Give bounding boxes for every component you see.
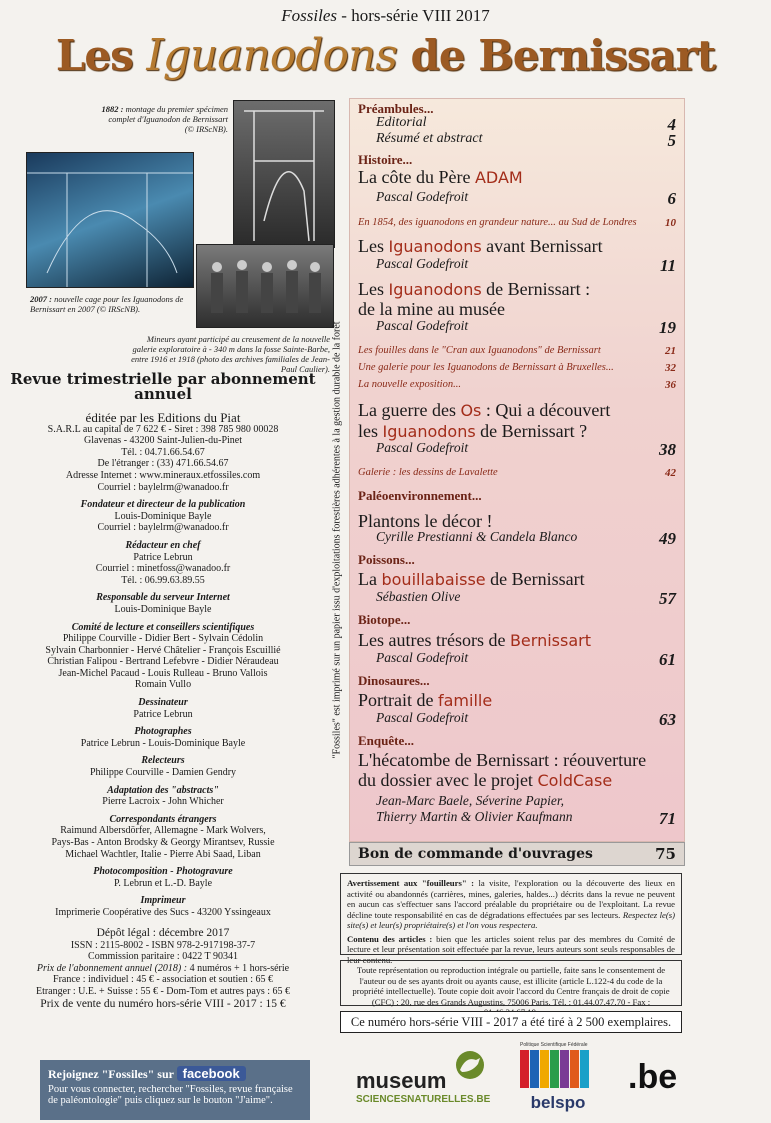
email[interactable]: Courriel : baylelrm@wanadoo.fr — [97, 481, 229, 493]
toc-category[interactable] — [358, 673, 676, 689]
toc-title[interactable] — [358, 167, 676, 188]
page-title — [0, 30, 771, 81]
toc-category[interactable] — [358, 612, 676, 628]
caption-1882: 1882 : montage du premier spécimen complet d'Iguanodon de Bernissart (© IRScNB). — [101, 104, 228, 134]
illustrator-name: Patrice Lebrun — [133, 708, 193, 720]
toc-title-label: Editorial — [376, 115, 427, 130]
warning-box — [340, 873, 682, 965]
toc-title-end: de Bernissart : — [481, 279, 591, 299]
photo-1882-mount — [233, 100, 335, 248]
order-page: 75 — [655, 845, 676, 863]
price-france: France : individuel : 45 € - association et soutien : 65 € — [53, 974, 273, 986]
committee-line: Philippe Courville - Didier Bert - Sylvain Cédolin — [62, 633, 264, 645]
toc-category-label: Paléoenvironnement... — [358, 488, 482, 503]
toc-title-label: Portrait de — [358, 690, 438, 710]
toc-author-label: Pascal Godefroit — [376, 189, 469, 204]
toc-sub-entry[interactable] — [358, 467, 676, 478]
founder-email[interactable]: Courriel : baylelrm@wanadoo.fr — [97, 522, 229, 534]
correspondent-line: Pays-Bas - Anton Brodsky & Georgy Mirantsev, Russie — [51, 837, 275, 848]
toc-author[interactable] — [358, 256, 676, 275]
facebook-text: Pour vous connecter, rechercher "Fossiles, revue française de paléontologie" puis cliquez sur le bouton "J'aime". — [48, 1084, 293, 1106]
toc-title-label: Les — [358, 279, 389, 299]
toc-title[interactable] — [358, 236, 676, 257]
toc-title-label: les — [358, 421, 383, 441]
toc-sub-entry[interactable] — [358, 362, 676, 373]
toc-title-label: La guerre des — [358, 400, 461, 420]
toc-page-number: 49 — [659, 529, 676, 548]
title-part-1: Les — [55, 31, 133, 80]
be-logo[interactable]: .be — [628, 1058, 678, 1096]
toc-author[interactable] — [358, 710, 676, 729]
order-form-entry[interactable] — [349, 842, 685, 866]
belspo-logo[interactable] — [520, 1042, 596, 1114]
rights-box: Toute représentation ou reproduction intégrale ou partielle, faite sans le consentement de l'auteur ou de ses ayants droit ou ayants cause, est illicite (article L.122-4 du code de la propriété intellectuelle). Toute copie doit avoir l'accord du Centre français de droit de copie (CFC) : 20, rue des Grands Augustins, 75006 Paris. Tél. : 01.44.07.47.70 - Fax : — [340, 960, 682, 1006]
role-founder: Fondateur et directeur de la publication — [80, 499, 246, 511]
journal-heading: Revue trimestrielle par abonnement annuel — [10, 370, 316, 403]
subscription-price: Prix de l'abonnement annuel (2018) : 4 numéros + 1 hors-série — [36, 962, 290, 974]
toc-title[interactable] — [358, 279, 676, 300]
toc-title-highlight: Bernissart — [509, 631, 591, 650]
founder-name: Louis-Dominique Bayle — [114, 510, 212, 522]
toc-author-label: Sébastien Olive — [376, 589, 461, 604]
toc-title[interactable] — [358, 770, 676, 791]
printer-name: Imprimerie Coopérative des Sucs - 43200 Yssingeaux — [55, 906, 271, 918]
toc-category-label: Histoire... — [358, 152, 413, 167]
toc-title[interactable] — [358, 569, 676, 590]
role-illustrator: Dessinateur — [138, 697, 188, 709]
role-server: Responsable du serveur Internet — [96, 592, 230, 604]
toc-sub-label: Galerie : les dessins de Lavalette — [358, 467, 498, 478]
legal-deposit: Dépôt légal : décembre 2017 — [96, 926, 230, 939]
toc-title[interactable] — [358, 630, 676, 651]
proofreaders-name: Philippe Courville - Damien Gendry — [89, 767, 237, 779]
correspondent-line: Raimund Albersdörfer, Allemagne - Mark Wolvers, — [60, 825, 266, 837]
role-correspondents: Correspondants étrangers — [109, 813, 217, 825]
toc-author-label: Jean-Marc Baele, Séverine Papier, — [376, 793, 565, 808]
role-printer: Imprimeur — [140, 895, 186, 907]
order-label: Bon de commande d'ouvrages — [358, 846, 593, 862]
toc-sub-entry[interactable] — [358, 217, 676, 228]
toc-author-label: Cyrille Prestianni & Candela Blanco — [376, 529, 578, 544]
content-text: bien que les articles soient relus par des membres du Comité de lecture et leur présentation soit effectuée par la revue, leurs auteurs sont seuls responsables de leur contenu. — [347, 933, 675, 965]
toc-category[interactable] — [358, 152, 676, 168]
content-title: Contenu des articles : — [347, 933, 433, 944]
toc-title[interactable] — [358, 421, 676, 442]
toc-author[interactable] — [358, 440, 676, 459]
address: Glavenas - 43200 Saint-Julien-du-Pinet — [83, 435, 243, 447]
toc-title-label: Plantons le décor ! — [358, 511, 493, 531]
toc-title[interactable] — [358, 511, 676, 531]
toc-title-highlight: ADAM — [474, 168, 523, 187]
toc-category-label: Préambules... — [358, 101, 434, 116]
toc-title-label: L'hécatombe de Bernissart : réouverture — [358, 750, 647, 770]
skeleton-cage-illustration — [27, 153, 193, 287]
toc-sub-label: Une galerie pour les Iguanodons de Bernissart à Bruxelles... — [358, 362, 614, 373]
committee-line: Sylvain Charbonnier - Hervé Châtelier - François Escuillié — [45, 644, 281, 656]
paper-note-text: "Fossiles" est imprimé sur un papier issu d'exploitations forestières adhérentes à la gestion durable de la forêt — [331, 321, 343, 759]
issue-price: Prix de vente du numéro hors-série VIII - 2017 : 15 € — [40, 997, 286, 1010]
toc-page-number: 19 — [659, 318, 676, 337]
edition: - hors-série VIII — [341, 6, 452, 25]
warning-title: Avertissement aux "fouilleurs" : — [347, 878, 475, 888]
toc-sub-entry[interactable] — [358, 345, 676, 356]
toc-title-label: du dossier avec le projet — [358, 770, 538, 790]
toc-author[interactable] — [358, 529, 676, 548]
toc-title-highlight: bouillabaisse — [381, 570, 486, 589]
toc-author[interactable] — [358, 809, 676, 828]
toc-page-number: 36 — [665, 379, 676, 391]
role-abstracts: Adaptation des "abstracts" — [107, 784, 219, 796]
toc-title-label: La — [358, 569, 382, 589]
price-foreign: Etranger : U.E. + Suisse : 55 € - Dom-Tom et autres pays : 65 € — [35, 985, 291, 997]
editor-email[interactable]: Courriel : minetfoss@wanadoo.fr — [95, 563, 231, 575]
warning-text: la visite, l'exploration ou la découverte des lieux en activité ou abandonnés (carrières, mines, galeries, haldes...) décrits dans la revue ne peuvent en aucun cas s'effectuer sans l'accord préalable du propriétaire ou de l'exploitant. La revue décline toute responsabilité en cas de dégradations effectuées par ses lecteurs. — [347, 878, 675, 920]
toc-page-number: 6 — [667, 189, 676, 208]
toc-title[interactable] — [358, 115, 676, 134]
toc-author[interactable] — [358, 793, 676, 809]
toc-page-number: 63 — [659, 710, 676, 729]
toc-title-label: Résumé et abstract — [376, 131, 483, 146]
role-proofreaders: Relecteurs — [141, 755, 185, 767]
role-editor: Rédacteur en chef — [125, 539, 201, 551]
toc-page-number: 21 — [665, 345, 676, 357]
toc-page-number: 11 — [659, 256, 676, 275]
title-part-3: de Bernissart — [410, 31, 716, 80]
toc-title-end: avant Bernissart — [481, 236, 603, 256]
toc-author[interactable] — [358, 318, 676, 337]
year: 2017 — [455, 6, 490, 25]
toc-page-number: 32 — [665, 362, 676, 374]
toc-author-label: Pascal Godefroit — [376, 256, 469, 271]
toc-title-end: : Qui a découvert — [481, 400, 611, 420]
facebook-join: Rejoignez "Fossiles" sur — [48, 1067, 174, 1081]
toc-page-number: 61 — [659, 650, 676, 669]
caption-2007: 2007 : nouvelle cage pour les Iguanodons de Bernissart en 2007 (© IRScNB). — [30, 294, 184, 314]
toc-title-end: de Bernissart — [485, 569, 585, 589]
toc-page-number: 5 — [667, 131, 676, 150]
toc-author-label: Pascal Godefroit — [376, 440, 469, 455]
title-part-2: Iguanodons — [146, 30, 397, 81]
toc-title[interactable] — [358, 131, 676, 150]
toc-author[interactable] — [358, 650, 676, 669]
commission: Commission paritaire : 0422 T 90341 — [88, 951, 238, 963]
toc-sub-label: Les fouilles dans le "Cran aux Iguanodons" de Bernissart — [358, 345, 601, 356]
toc-author-label: Pascal Godefroit — [376, 650, 469, 665]
toc-title-label: Les — [358, 236, 389, 256]
toc-page-number: 4 — [667, 115, 676, 134]
toc-title-label: Les autres trésors de — [358, 630, 510, 650]
print-run: Ce numéro hors-série VIII - 2017 a été tiré à 2 500 exemplaires. — [340, 1011, 682, 1033]
editor-tel: Tél. : 06.99.63.89.55 — [121, 574, 205, 586]
toc-sub-label: La nouvelle exposition... — [358, 379, 461, 390]
dinosaur-icon — [452, 1050, 488, 1080]
skeleton-mount-illustration — [234, 101, 334, 247]
toc-page-number: 38 — [659, 440, 676, 459]
photo-2007-cage — [26, 152, 194, 288]
toc-title[interactable] — [358, 690, 676, 711]
toc-author[interactable] — [358, 589, 676, 608]
toc-category-label: Poissons... — [358, 552, 415, 567]
facebook-logo[interactable]: facebook — [177, 1066, 246, 1081]
toc-title-highlight: Os — [460, 401, 482, 420]
toc-title-label: de la mine au musée — [358, 299, 505, 319]
committee-line: Romain Vullo — [134, 679, 192, 691]
toc-title[interactable] — [358, 299, 676, 319]
toc-title-highlight: Iguanodons — [382, 422, 476, 441]
museum-sub: SCIENCESNATURELLES.BE — [356, 1094, 491, 1105]
toc-title-highlight: Iguanodons — [388, 280, 482, 299]
warning-italic: Respectez le(s) site(s) et leur(s) propriétaire(s) et l'on vous respectera. — [347, 909, 676, 930]
committee-line: Christian Falipou - Bertrand Lefebvre - Didier Néraudeau — [47, 656, 279, 668]
toc-author[interactable] — [358, 189, 676, 208]
toc-title-end: de Bernissart ? — [475, 421, 588, 441]
toc-page-number: 42 — [665, 467, 676, 479]
role-committee: Comité de lecture et conseillers scientifiques — [71, 621, 255, 633]
toc-author-label: Pascal Godefroit — [376, 318, 469, 333]
toc-sub-label: En 1854, des iguanodons en grandeur nature... au Sud de Londres — [358, 217, 637, 228]
caption-miners: Mineurs ayant participé au creusement de la nouvelle galerie exploratoire à - 340 m dans la fosse Sainte-Barbe, entre 1916 et 1918 (photo des archives familiales de Jean-Paul Caulier). — [131, 334, 330, 374]
museum-word: museum — [356, 1068, 447, 1093]
toc-category[interactable] — [358, 488, 676, 504]
toc-category[interactable] — [358, 733, 676, 749]
role-photocomposition: Photocomposition - Photogravure — [93, 866, 233, 878]
paper-note — [329, 240, 345, 840]
facebook-box[interactable] — [40, 1060, 310, 1120]
photocomposition-name: P. Lebrun et L.-D. Bayle — [113, 877, 213, 889]
toc-category-label: Biotope... — [358, 612, 411, 627]
toc-page-number: 10 — [665, 217, 676, 229]
correspondent-line: Michael Wachtler, Italie - Pierre Abi Saad, Liban — [65, 848, 261, 860]
editor-name: Patrice Lebrun — [133, 551, 193, 563]
tel: Tél. : 04.71.66.54.67 — [121, 446, 205, 458]
museum-logo[interactable] — [352, 1050, 502, 1110]
committee-line: Jean-Michel Pacaud - Louis Rulleau - Bruno Vallois — [58, 667, 268, 679]
toc-title[interactable] — [358, 400, 676, 421]
toc-title-highlight: ColdCase — [537, 771, 613, 790]
belspo-word: belspo — [530, 1093, 586, 1112]
journal-name: Fossiles — [281, 6, 338, 25]
toc-category-label: Enquête... — [358, 733, 414, 748]
toc-sub-entry[interactable] — [358, 379, 676, 390]
toc-title-highlight: Iguanodons — [388, 237, 482, 256]
belspo-top: Politique Scientifique Fédérale — [520, 1042, 588, 1048]
website[interactable]: Adresse Internet : www.mineraux.etfossiles.com — [65, 469, 261, 481]
role-photographers: Photographes — [134, 726, 192, 738]
masthead — [0, 6, 771, 26]
toc-title-highlight: famille — [437, 691, 493, 710]
photographers-name: Patrice Lebrun - Louis-Dominique Bayle — [80, 737, 246, 749]
abstracts-name: Pierre Lacroix - John Whicher — [102, 796, 224, 808]
toc-page-number: 57 — [659, 589, 676, 608]
sarl: S.A.R.L au capital de 7 622 € - Siret : 398 785 980 00028 — [47, 423, 279, 435]
toc-author-label: Thierry Martin & Olivier Kaufmann — [376, 809, 573, 824]
toc-category[interactable] — [358, 552, 676, 568]
toc-title-label: La côte du Père — [358, 167, 475, 187]
toc-page-number: 71 — [659, 809, 676, 828]
editor: éditée par les Editions du Piat — [85, 410, 241, 425]
publication-info — [8, 372, 318, 1011]
toc-author-label: Pascal Godefroit — [376, 710, 469, 725]
toc-category-label: Dinosaures... — [358, 673, 430, 688]
table-of-contents — [349, 98, 685, 842]
toc-title[interactable] — [358, 750, 676, 770]
photo-miners — [196, 244, 334, 328]
server-name: Louis-Dominique Bayle — [114, 603, 212, 615]
tel-foreign: De l'étranger : (33) 471.66.54.67 — [97, 458, 229, 470]
miners-illustration — [197, 245, 333, 327]
issn: ISSN : 2115-8002 - ISBN 978-2-917198-37-7 — [70, 939, 256, 951]
belspo-bars-icon — [520, 1048, 594, 1088]
